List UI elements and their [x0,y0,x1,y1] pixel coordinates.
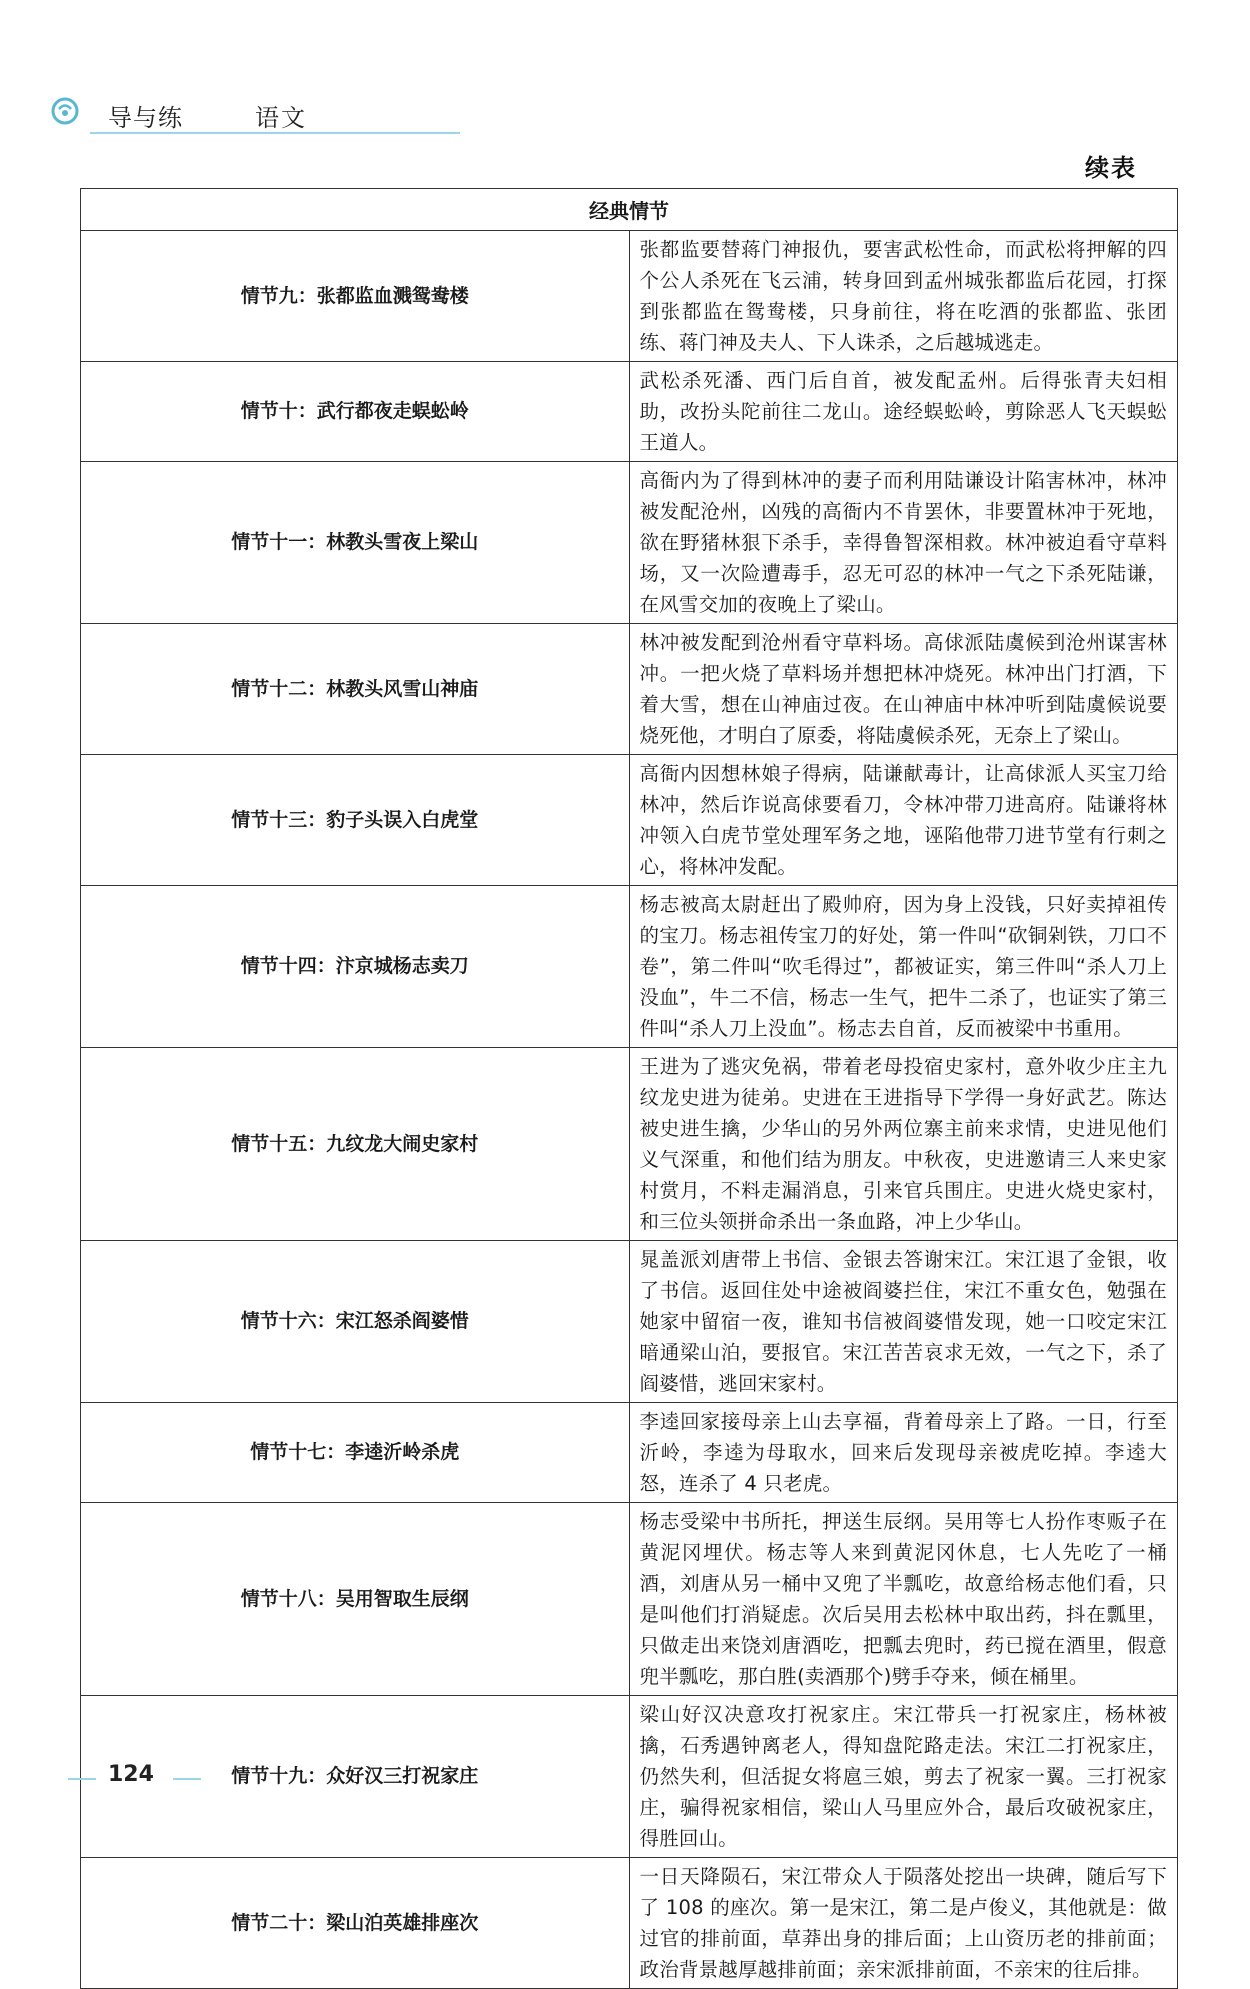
book-logo-icon [50,96,80,126]
footer-dash-left [68,1778,96,1780]
table-row [81,1241,1178,1403]
table-header: 经典情节 [81,189,1178,231]
plot-description: 李逵回家接母亲上山去享福，背着母亲上了路。一日，行至沂岭，李逵为母取水，回来后发现母亲被虎吃掉。李逵大怒，连杀了 4 只老虎。 [629,1403,1178,1503]
plot-description: 梁山好汉决意攻打祝家庄。宋江带兵一打祝家庄，杨林被擒，石秀遇钟离老人，得知盘陀路走法。宋江二打祝家庄，仍然失利，但活捉女将扈三娘，剪去了祝家一翼。三打祝家庄，骗得祝家相信，梁山人马里应外合，最后攻破祝家庄，得胜回山。 [629,1696,1178,1858]
plot-description: 武松杀死潘、西门后自首，被发配孟州。后得张青夫妇相助，改扮头陀前往二龙山。途经蜈蚣岭，剪除恶人飞天蜈蚣王道人。 [629,362,1178,462]
continued-label: 续表 [1085,154,1137,182]
table-row [81,462,1178,624]
table-row [81,1403,1178,1503]
plot-description: 张都监要替蒋门神报仇，要害武松性命，而武松将押解的四个公人杀死在飞云浦，转身回到孟州城张都监后花园，打探到张都监在鸳鸯楼，只身前往，将在吃酒的张都监、张团练、蒋门神及夫人、下人诛杀，之后越城逃走。 [629,231,1178,362]
plot-title: 情节十六：宋江怒杀阎婆惜 [81,1241,630,1403]
table-row [81,231,1178,362]
classic-plots-table [80,188,1178,1989]
plot-title: 情节二十：梁山泊英雄排座次 [81,1858,630,1989]
subject-name: 语文 [255,104,307,132]
table-row [81,1858,1178,1989]
page-header [50,88,420,134]
brand-name: 导与练 [108,104,183,132]
page-footer [68,1762,188,1792]
plot-description: 晁盖派刘唐带上书信、金银去答谢宋江。宋江退了金银，收了书信。返回住处中途被阎婆拦住，宋江不重女色，勉强在她家中留宿一夜，谁知书信被阎婆惜发现，她一口咬定宋江暗通梁山泊，要报官。宋江苦苦哀求无效，一气之下，杀了阎婆惜，逃回宋家村。 [629,1241,1178,1403]
plot-description: 高衙内为了得到林冲的妻子而利用陆谦设计陷害林冲，林冲被发配沧州，凶残的高衙内不肯罢休，非要置林冲于死地，欲在野猪林狠下杀手，幸得鲁智深相救。林冲被迫看守草料场，又一次险遭毒手，忍无可忍的林冲一气之下杀死陆谦，在风雪交加的夜晚上了梁山。 [629,462,1178,624]
plot-description: 杨志被高太尉赶出了殿帅府，因为身上没钱，只好卖掉祖传的宝刀。杨志祖传宝刀的好处，第一件叫“砍铜剁铁，刀口不卷”，第二件叫“吹毛得过”，都被证实，第三件叫“杀人刀上没血”，牛二不信，杨志一生气，把牛二杀了，也证实了第三件叫“杀人刀上没血”。杨志去自首，反而被梁中书重用。 [629,886,1178,1048]
table-row [81,362,1178,462]
plot-description: 高衙内因想林娘子得病，陆谦献毒计，让高俅派人买宝刀给林冲，然后诈说高俅要看刀，令林冲带刀进高府。陆谦将林冲领入白虎节堂处理军务之地，诬陷他带刀进节堂有行刺之心，将林冲发配。 [629,755,1178,886]
plot-title: 情节十二：林教头风雪山神庙 [81,624,630,755]
plot-title: 情节十：武行都夜走蜈蚣岭 [81,362,630,462]
table-row [81,1503,1178,1696]
page-number: 124 [108,1762,154,1787]
header-divider [90,132,460,134]
plot-title: 情节十八：吴用智取生辰纲 [81,1503,630,1696]
plot-title: 情节十四：汴京城杨志卖刀 [81,886,630,1048]
table-header-row [81,189,1178,231]
footer-dash-right [173,1778,201,1780]
plot-description: 王进为了逃灾免祸，带着老母投宿史家村，意外收少庄主九纹龙史进为徒弟。史进在王进指导下学得一身好武艺。陈达被史进生擒，少华山的另外两位寨主前来求情，史进见他们义气深重，和他们结为朋友。中秋夜，史进邀请三人来史家村赏月，不料走漏消息，引来官兵围庄。史进火烧史家村，和三位头领拼命杀出一条血路，冲上少华山。 [629,1048,1178,1241]
plot-description: 一日天降陨石，宋江带众人于陨落处挖出一块碑，随后写下了 108 的座次。第一是宋江，第二是卢俊义，其他就是：做过官的排前面，草莽出身的排后面；上山资历老的排前面；政治背景越厚越排前面；亲宋派排前面，不亲宋的往后排。 [629,1858,1178,1989]
table-row [81,755,1178,886]
plot-title: 情节十三：豹子头误入白虎堂 [81,755,630,886]
plot-title: 情节九：张都监血溅鸳鸯楼 [81,231,630,362]
plot-title: 情节十七：李逵沂岭杀虎 [81,1403,630,1503]
table-row [81,624,1178,755]
plot-description: 杨志受梁中书所托，押送生辰纲。吴用等七人扮作枣贩子在黄泥冈埋伏。杨志等人来到黄泥冈休息，七人先吃了一桶酒，刘唐从另一桶中又兜了半瓢吃，故意给杨志他们看，只是叫他们打消疑虑。次后吴用去松林中取出药，抖在瓢里，只做走出来饶刘唐酒吃，把瓢去兜时，药已搅在酒里，假意兜半瓢吃，那白胜(卖酒那个)劈手夺来，倾在桶里。 [629,1503,1178,1696]
table-row [81,886,1178,1048]
plot-title: 情节十一：林教头雪夜上梁山 [81,462,630,624]
plot-description: 林冲被发配到沧州看守草料场。高俅派陆虞候到沧州谋害林冲。一把火烧了草料场并想把林冲烧死。林冲出门打酒，下着大雪，想在山神庙过夜。在山神庙中林冲听到陆虞候说要烧死他，才明白了原委，将陆虞候杀死，无奈上了梁山。 [629,624,1178,755]
plot-title: 情节十五：九纹龙大闹史家村 [81,1048,630,1241]
plot-title: 情节十九：众好汉三打祝家庄 [81,1696,630,1858]
table-row [81,1048,1178,1241]
table-row [81,1696,1178,1858]
